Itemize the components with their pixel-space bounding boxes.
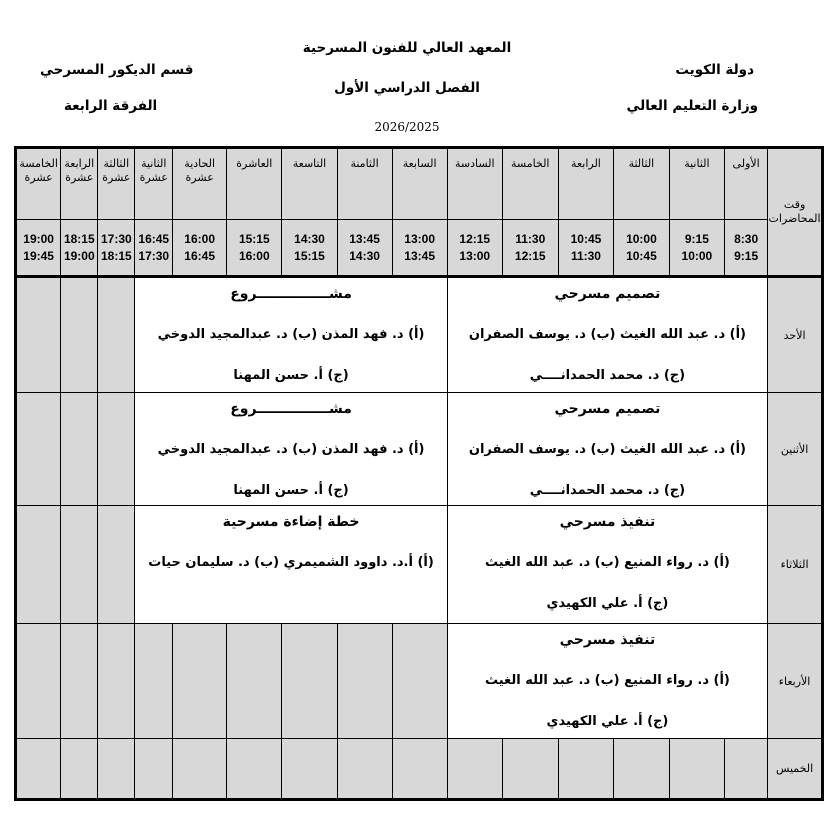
period-end: 13:45	[404, 248, 435, 263]
period-times-row	[16, 220, 823, 277]
period-start: 16:45	[138, 231, 170, 246]
period-name: الثالثة	[614, 148, 669, 220]
day-row	[16, 277, 823, 393]
course-cell	[135, 506, 447, 624]
period-time	[282, 220, 337, 277]
empty-slot	[98, 277, 135, 393]
line-spacer	[448, 345, 767, 366]
period-end: 14:30	[349, 248, 380, 263]
period-end: 13:00	[459, 248, 491, 263]
instructor-line: (ج) أ. حسن المهنا	[233, 368, 349, 383]
period-start: 16:00	[184, 231, 215, 246]
day-row	[16, 393, 823, 506]
line-spacer	[448, 460, 767, 481]
period-end: 9:15	[734, 248, 759, 263]
empty-slot	[447, 739, 502, 800]
instructor-line: (ج) أ. حسن المهنا	[233, 483, 349, 498]
course-title: تصميم مسرحي	[554, 401, 661, 417]
period-start: 12:15	[459, 231, 491, 246]
period-time	[227, 220, 282, 277]
instructor-line: (أ) د. عبد الله الغيث (ب) د. يوسف الصفران	[468, 327, 746, 342]
empty-slot	[16, 739, 61, 800]
period-start: 19:00	[23, 231, 54, 246]
period-end: 10:00	[681, 248, 713, 263]
period-time	[725, 220, 768, 277]
period-end: 11:30	[570, 248, 601, 263]
empty-slot	[61, 393, 98, 506]
period-name: الثامنة	[337, 148, 392, 220]
instructor-line: (أ) د. فهد المذن (ب) د. عبدالمجيد الدوخي	[157, 327, 425, 342]
day-row	[16, 506, 823, 624]
period-end: 17:30	[138, 248, 170, 263]
period-time	[173, 220, 227, 277]
empty-slot	[392, 739, 447, 800]
period-start: 11:30	[515, 231, 546, 246]
empty-slot	[61, 739, 98, 800]
course-cell	[135, 393, 447, 506]
period-start: 9:15	[684, 231, 709, 246]
line-spacer	[135, 345, 446, 366]
course-cell	[447, 393, 767, 506]
period-time	[447, 220, 502, 277]
course-cell	[135, 277, 447, 393]
line-spacer	[135, 532, 446, 553]
instructor-line: (أ) أ.د. داوود الشميمري (ب) د. سليمان حيات	[148, 555, 434, 570]
empty-slot	[98, 506, 135, 624]
empty-slot	[16, 624, 61, 739]
ministry-name: وزارة التعليم العالي	[626, 98, 758, 114]
empty-slot	[16, 277, 61, 393]
period-start: 13:00	[404, 231, 435, 246]
empty-slot	[173, 739, 227, 800]
course-cell	[447, 506, 767, 624]
empty-slot	[282, 624, 337, 739]
empty-slot	[16, 506, 61, 624]
empty-slot	[392, 624, 447, 739]
period-name: الثالثة عشرة	[98, 148, 135, 220]
empty-slot	[502, 739, 558, 800]
period-time	[61, 220, 98, 277]
line-spacer	[448, 691, 767, 712]
period-time	[16, 220, 61, 277]
period-start: 13:45	[349, 231, 380, 246]
instructor-line: (أ) د. فهد المذن (ب) د. عبدالمجيد الدوخي	[157, 442, 425, 457]
instructor-line: (ج) أ. علي الكهيدي	[546, 596, 669, 611]
empty-slot	[98, 739, 135, 800]
period-end: 16:45	[184, 248, 215, 263]
period-name: الأولى	[725, 148, 768, 220]
period-name: الثانية عشرة	[135, 148, 173, 220]
course-title: تنفيذ مسرحي	[559, 514, 656, 530]
period-time	[392, 220, 447, 277]
instructor-line: (ج) أ. علي الكهيدي	[546, 714, 669, 729]
course-title: مشـــــــــــــــروع	[230, 286, 352, 302]
empty-slot	[61, 506, 98, 624]
line-spacer	[448, 532, 767, 553]
empty-slot	[135, 624, 173, 739]
period-time	[337, 220, 392, 277]
period-start: 8:30	[734, 231, 759, 246]
course-title: تصميم مسرحي	[554, 286, 661, 302]
period-name: الخامسة	[502, 148, 558, 220]
corner-label: وقت المحاضرات	[768, 148, 823, 277]
institute-name: المعهد العالي للفنون المسرحية	[302, 40, 512, 56]
empty-slot	[558, 739, 613, 800]
level-label: الفرقة الرابعة	[64, 98, 158, 114]
period-start: 10:45	[570, 231, 602, 246]
country-name: دولة الكويت	[675, 62, 754, 78]
line-spacer	[448, 304, 767, 325]
empty-slot	[282, 739, 337, 800]
period-end: 10:45	[626, 248, 657, 263]
semester-label: الفصل الدراسي الأول	[334, 80, 480, 96]
course-title: خطة إضاءة مسرحية	[222, 514, 360, 530]
period-time	[135, 220, 173, 277]
period-end: 19:00	[63, 248, 95, 263]
period-name: الرابعة	[558, 148, 613, 220]
day-name: الأحد	[768, 277, 823, 393]
empty-slot	[98, 624, 135, 739]
period-start: 18:15	[63, 231, 95, 246]
instructor-line: (أ) د. عبد الله الغيث (ب) د. يوسف الصفران	[468, 442, 746, 457]
academic-year: 2026/2025	[374, 120, 440, 134]
period-time	[98, 220, 135, 277]
period-name: العاشرة	[227, 148, 282, 220]
period-name: التاسعة	[282, 148, 337, 220]
empty-slot	[135, 739, 173, 800]
line-spacer	[135, 419, 446, 440]
empty-slot	[725, 739, 768, 800]
empty-slot	[614, 739, 669, 800]
course-cell	[447, 624, 767, 739]
empty-slot	[227, 624, 282, 739]
course-title: تنفيذ مسرحي	[559, 632, 656, 648]
empty-slot	[61, 624, 98, 739]
empty-slot	[227, 739, 282, 800]
empty-slot	[337, 624, 392, 739]
period-name: الخامسة عشرة	[16, 148, 61, 220]
period-name: الحادية عشرة	[173, 148, 227, 220]
instructor-line: (أ) د. رواء المنيع (ب) د. عبد الله الغيث	[484, 555, 730, 570]
empty-slot	[337, 739, 392, 800]
period-end: 12:15	[514, 248, 546, 263]
department-name: قسم الديكور المسرحي	[40, 62, 194, 78]
period-time	[502, 220, 558, 277]
period-time	[669, 220, 724, 277]
instructor-line: (ج) د. محمد الحمدانــــي	[529, 483, 686, 498]
empty-slot	[61, 277, 98, 393]
line-spacer	[135, 460, 446, 481]
day-name: الخميس	[768, 739, 823, 800]
period-start: 14:30	[294, 231, 325, 246]
empty-slot	[173, 624, 227, 739]
empty-slot	[669, 739, 724, 800]
period-end: 19:45	[23, 248, 54, 263]
course-cell	[447, 277, 767, 393]
day-name: الأربعاء	[768, 624, 823, 739]
period-start: 10:00	[626, 231, 657, 246]
schedule-table	[14, 146, 824, 801]
empty-slot	[16, 393, 61, 506]
period-end: 15:15	[294, 248, 325, 263]
period-name: الرابعة عشرة	[61, 148, 98, 220]
course-title: مشـــــــــــــــروع	[230, 401, 352, 417]
period-names-row	[16, 148, 823, 220]
empty-slot	[98, 393, 135, 506]
day-row	[16, 624, 823, 739]
line-spacer	[448, 573, 767, 594]
period-end: 16:00	[238, 248, 270, 263]
line-spacer	[448, 650, 767, 671]
instructor-line: (أ) د. رواء المنيع (ب) د. عبد الله الغيث	[484, 673, 730, 688]
period-end: 18:15	[101, 248, 132, 263]
period-name: الثانية	[669, 148, 724, 220]
instructor-line: (ج) د. محمد الحمدانــــي	[529, 368, 686, 383]
line-spacer	[448, 419, 767, 440]
period-start: 15:15	[238, 231, 270, 246]
period-time	[558, 220, 613, 277]
period-time	[614, 220, 669, 277]
day-name: الأثنين	[768, 393, 823, 506]
period-name: السادسة	[447, 148, 502, 220]
period-start: 17:30	[101, 231, 132, 246]
period-name: السابعة	[392, 148, 447, 220]
line-spacer	[135, 304, 446, 325]
day-name: الثلاثاء	[768, 506, 823, 624]
day-row	[16, 739, 823, 800]
